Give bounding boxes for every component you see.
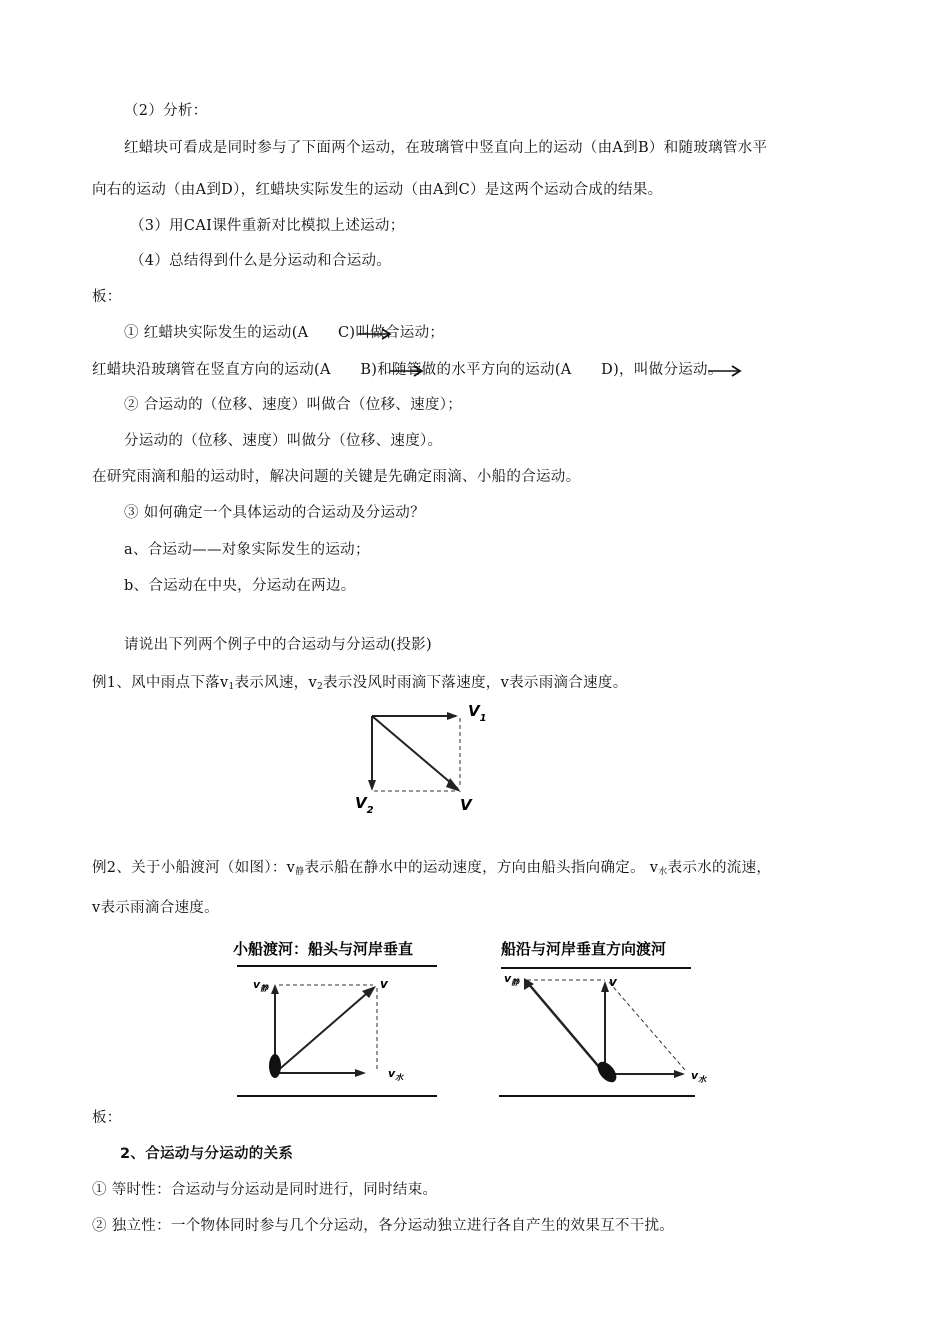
arrow-a-to-c-icon	[358, 327, 394, 341]
line-examples-intro: 请说出下列两个例子中的合运动与分运动(投影)	[124, 637, 432, 653]
raindrop-velocity-diagram	[350, 700, 500, 825]
line-component-quantity: 分运动的（位移、速度）叫做分（位移、速度）。	[124, 433, 443, 449]
line-component-def: 红蜡块沿玻璃管在竖直方向的运动(A B)和随管做的水平方向的运动(A D)，叫做分运动。	[92, 362, 723, 378]
line-step-3: （3）用CAI课件重新对比模拟上述运动；	[130, 218, 405, 234]
line-example-2-cont: v表示雨滴合速度。	[92, 900, 219, 916]
line-analysis-1: 红蜡块可看成是同时参与了下面两个运动，在玻璃管中竖直向上的运动（由A到B）和随玻璃管水平	[124, 140, 768, 156]
svg-text:v静: $v_静$	[504, 972, 520, 987]
line-example-2: 例2、关于小船渡河（如图）：$v_静$表示船在静水中的运动速度，方向由船头指向确定。 $v_水$表示水的流速，	[92, 860, 772, 877]
svg-text:v静: $v_静$	[253, 978, 269, 993]
svg-text:船沿与河岸垂直方向渡河: 船沿与河岸垂直方向渡河	[501, 940, 667, 958]
line-example-1: 例1、风中雨点下落$v_1$表示风速，$v_2$表示没风时雨滴下落速度，v表示雨滴合速度。	[92, 675, 628, 692]
svg-text:V1: $V_1$	[468, 702, 487, 724]
svg-text:v: v	[609, 975, 617, 989]
svg-text:v水: $v_水$	[388, 1067, 404, 1082]
section-heading-relation: 2、合运动与分运动的关系	[120, 1146, 294, 1162]
line-independence: ② 独立性：一个物体同时参与几个分运动，各分运动独立进行各自产生的效果互不干扰。	[92, 1218, 675, 1234]
line-rule-a: a、合运动——对象实际发生的运动；	[124, 542, 370, 558]
line-question: ③ 如何确定一个具体运动的合运动及分运动？	[124, 505, 425, 521]
line-board-2: 板：	[92, 1110, 122, 1126]
line-board-1: 板：	[92, 289, 122, 305]
arrow-a-to-d-icon	[708, 364, 744, 378]
arrow-a-to-b-icon	[390, 364, 426, 378]
line-rule-b: b、合运动在中央，分运动在两边。	[124, 578, 356, 594]
svg-text:v水: $v_水$	[691, 1069, 707, 1084]
svg-text:v: v	[380, 977, 388, 991]
line-step-4: （4）总结得到什么是分运动和合运动。	[130, 253, 392, 269]
boat-crossing-diagram	[225, 930, 705, 1105]
svg-text:V2: $V_2$	[355, 794, 374, 816]
line-analysis-2: 向右的运动（由A到D），红蜡块实际发生的运动（由A到C）是这两个运动合成的结果。	[92, 182, 663, 198]
svg-text:小船渡河：船头与河岸垂直: 小船渡河：船头与河岸垂直	[233, 940, 414, 958]
line-isochronism: ① 等时性：合运动与分运动是同时进行，同时结束。	[92, 1182, 438, 1198]
line-resultant-def: ① 红蜡块实际发生的运动(A C)叫做合运动；	[124, 325, 445, 341]
line-key-point: 在研究雨滴和船的运动时，解决问题的关键是先确定雨滴、小船的合运动。	[92, 469, 581, 485]
line-analysis-heading: （2）分析：	[124, 103, 208, 119]
svg-text:V: V	[460, 796, 472, 814]
line-resultant-quantity: ② 合运动的（位移、速度）叫做合（位移、速度）；	[124, 397, 463, 413]
